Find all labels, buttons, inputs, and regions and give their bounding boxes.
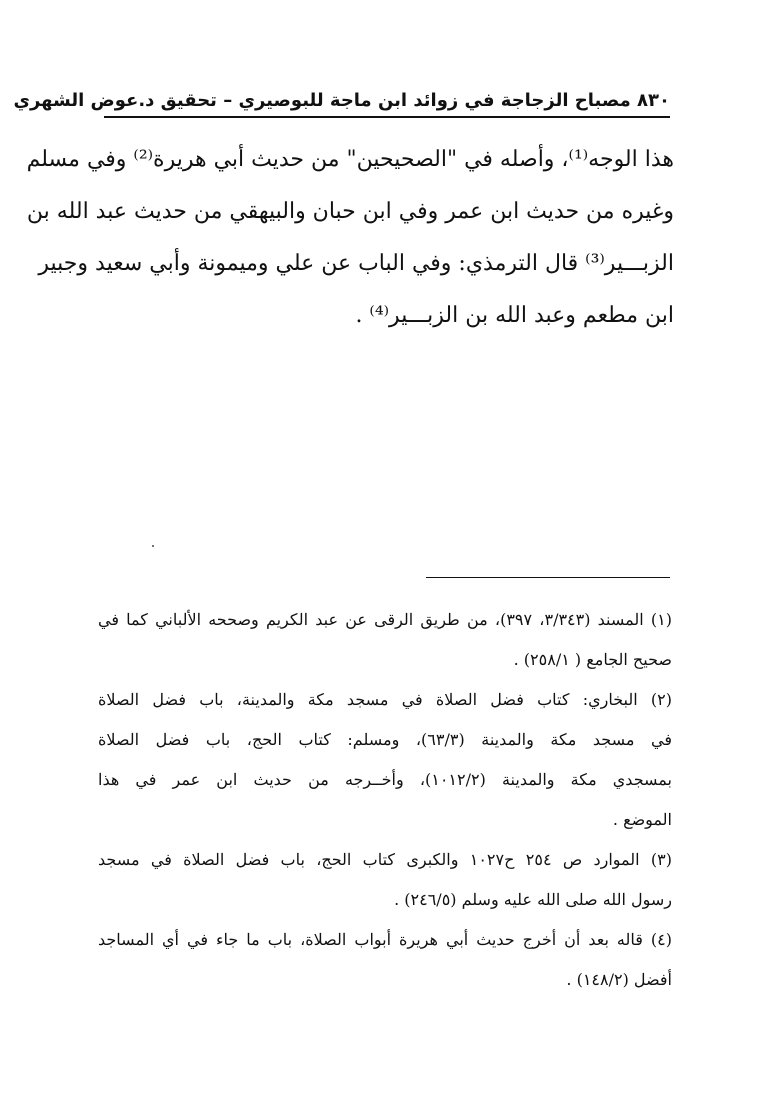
running-header: [13, 88, 670, 118]
footnote-line: في مسجد مكة والمدينة (٦٣/٣)، ومسلم: كتاب الحج، باب فضل الصلاة: [98, 730, 672, 749]
footnote-1: [98, 600, 672, 680]
footnote-line: رسول الله صلى الله عليه وسلم (٢٤٦/٥) .: [394, 890, 672, 909]
footnote-2: [98, 680, 672, 840]
footnote-3: [98, 840, 672, 920]
footnote-line: صحيح الجامع ( ٢٥٨/١) .: [513, 650, 672, 669]
footnote-line: (٤) قاله بعد أن أخرج حديث أبي هريرة أبواب الصلاة، باب ما جاء في أي المساجد: [98, 930, 672, 949]
header-title: مصباح الزجاجة في زوائد ابن ماجة للبوصيري – تحقيق د.عوض الشهري: [13, 90, 631, 111]
footnote-line: أفضل (١٤٨/٢) .: [566, 970, 672, 989]
page-number: ٨٣٠: [637, 90, 670, 111]
footnote-line: (٢) البخاري: كتاب فضل الصلاة في مسجد مكة والمدينة، باب فضل الصلاة: [98, 690, 672, 709]
scan-speck: [152, 545, 154, 547]
text-line: وغيره من حديث ابن عمر وفي ابن حبان والبيهقي من حديث عبد الله بن: [26, 199, 674, 224]
footnotes: [98, 600, 672, 1000]
main-text: [26, 134, 674, 342]
footnote-line: بمسجدي مكة والمدينة (١٠١٢/٢)، وأخــرجه من حديث ابن عمر في هذا: [98, 770, 672, 789]
footnote-line: (١) المسند (٣/٣٤٣، ٣٩٧)، من طريق الرقى عن عبد الكريم وصححه الألباني كما في: [98, 610, 673, 629]
footnote-4: [98, 920, 672, 1000]
footnote-line: (٣) الموارد ص ٢٥٤ ح١٠٢٧ والكبرى كتاب الحج، باب فضل الصلاة في مسجد: [98, 850, 673, 869]
text-line: ابن مطعم وعبد الله بن الزبـــير⁽⁴⁾ .: [355, 303, 674, 328]
footnote-line: الموضع .: [612, 810, 672, 829]
footnote-separator: [426, 577, 670, 578]
text-line: الزبـــير⁽³⁾ قال الترمذي: وفي الباب عن علي وميمونة وأبي سعيد وجبير: [38, 251, 674, 276]
text-line: هذا الوجه⁽¹⁾، وأصله في "الصحيحين" من حديث أبي هريرة⁽²⁾ وفي مسلم: [26, 147, 674, 172]
